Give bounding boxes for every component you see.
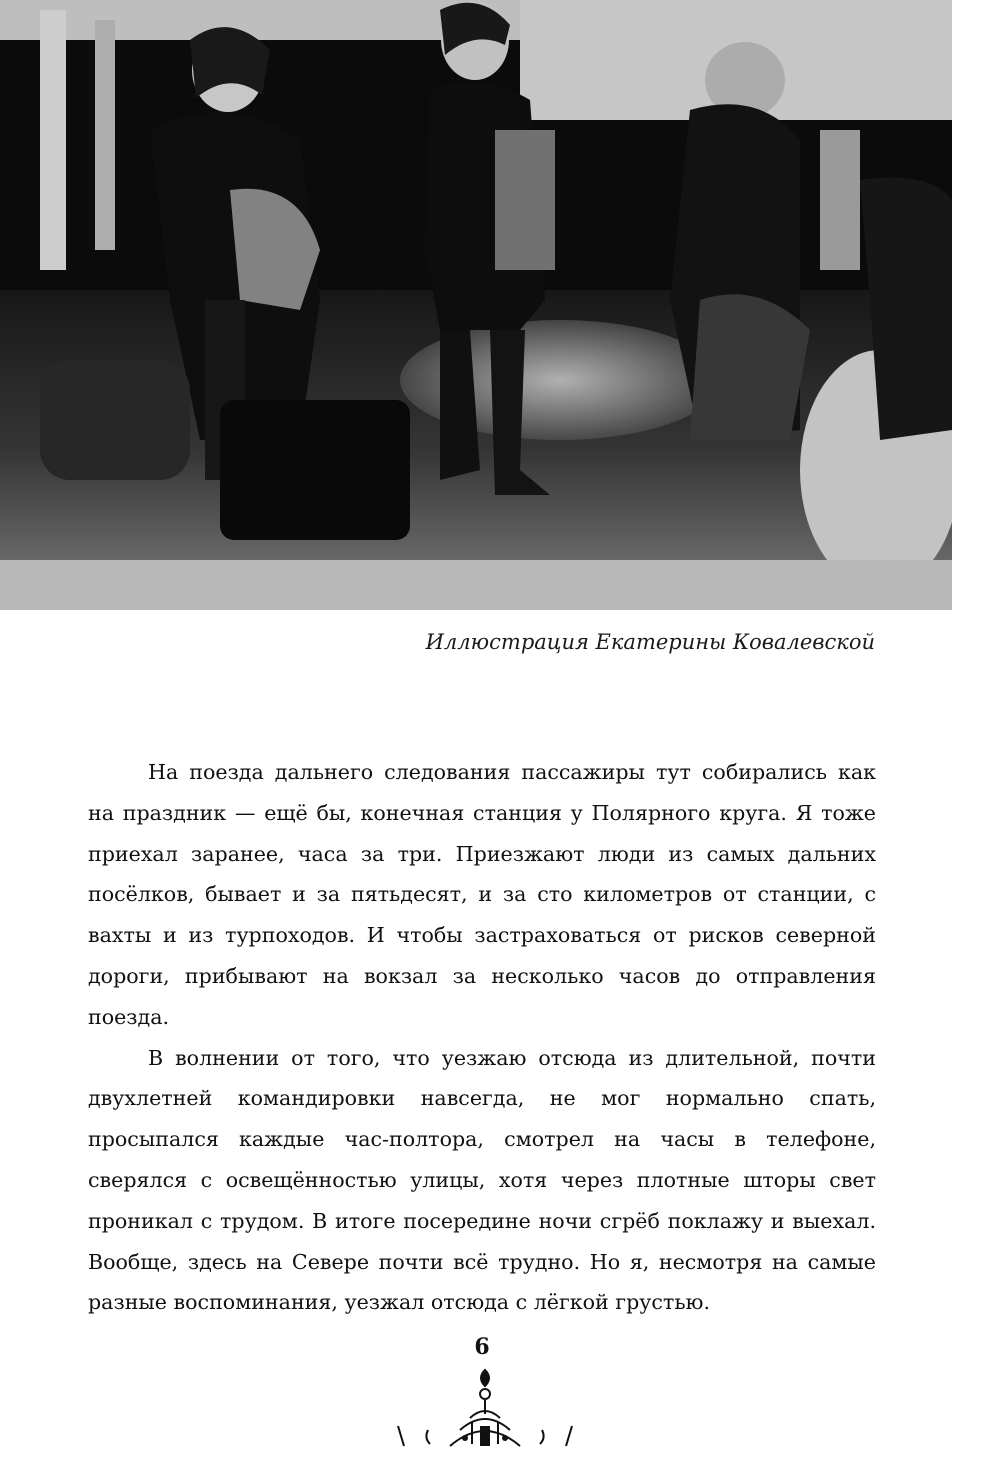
illustration-passengers-station [0, 0, 952, 610]
illustration-caption: Иллюстрация Екатерины Ковалевской [425, 630, 875, 654]
paragraph: В волнении от того, что уезжаю отсюда из длительной, почти двухлетней командировки навсегда, не мог нормально спать, просыпался каждые час-полтора, смотрел на часы в телефоне, сверялся с освещённостью улицы, хотя через плотные шторы свет проникал с трудом. В итоге посередине ночи сгрёб поклажу и выехал. Вообще, здесь на Севере почти всё трудно. Но я, несмотря на самые разные воспоминания, уезжал отсюда с лёгкой грустью. [88, 1045, 876, 1315]
page-number: 6 [474, 1334, 490, 1360]
body-text [88, 752, 876, 1323]
illustration [0, 0, 952, 610]
decorative-ornament-icon [390, 1366, 580, 1483]
paragraph: На поезда дальнего следования пассажиры тут собирались как на праздник — ещё бы, конечная станция у Полярного круга. Я тоже приехал заранее, часа за три. Приезжают люди из самых дальних посёлков, бывает и за пятьдесят, и за сто километров от станции, с вахты и из турпоходов. И чтобы застраховаться от рисков северной дороги, прибывают на вокзал за несколько часов до отправления поезда. [88, 760, 876, 1029]
